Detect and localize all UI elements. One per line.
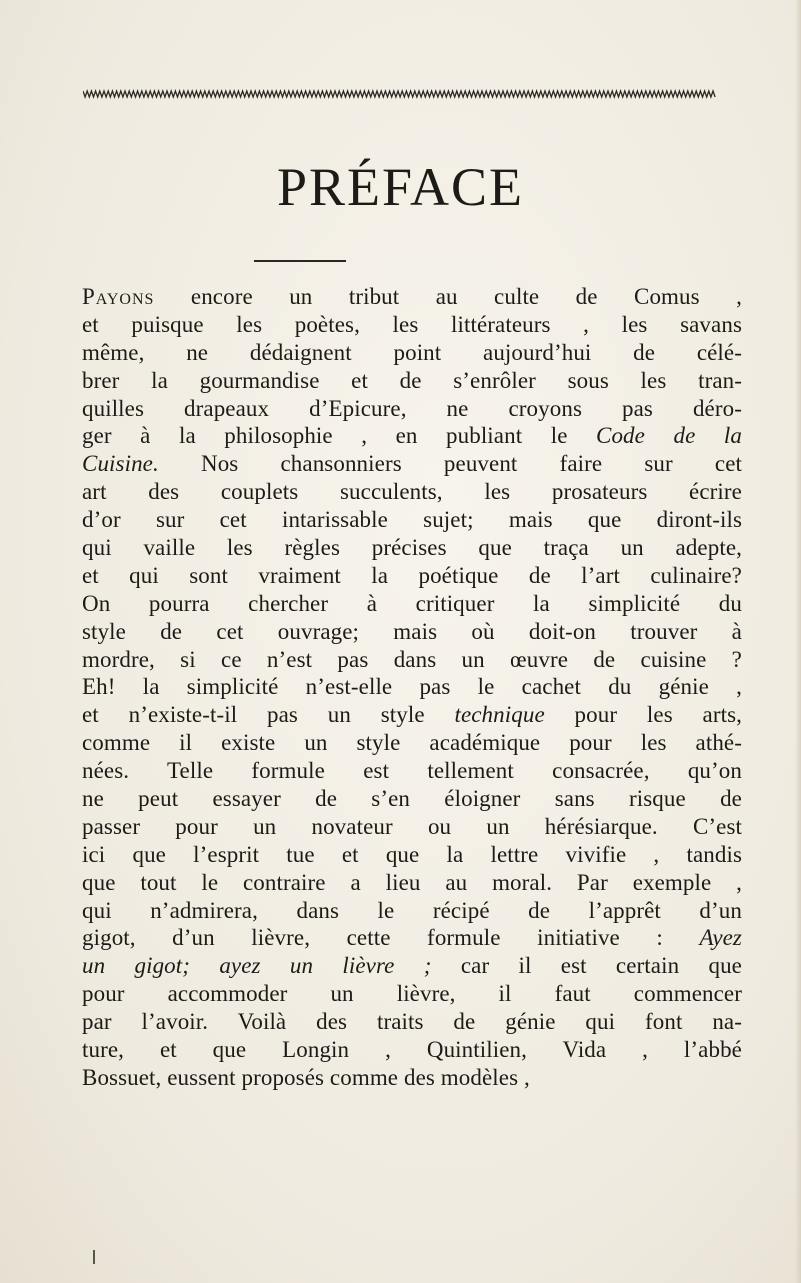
- text-line: [82, 1036, 742, 1064]
- margin-mark: [93, 1250, 95, 1264]
- text-line: [82, 980, 742, 1008]
- preface-paragraph: [82, 283, 742, 1092]
- text-line: [82, 757, 742, 785]
- italic-text: Ayez: [699, 925, 742, 951]
- text-line: [82, 646, 742, 674]
- text-run: qui vaille les règles précises que traça un adepte,: [82, 535, 742, 561]
- text-run: gigot, d’un lièvre, cette formule initiative :: [82, 925, 700, 951]
- text-run: Bossuet, eussent proposés comme des modèles ,: [82, 1064, 530, 1090]
- text-run: d’or sur cet intarissable sujet; mais que diront-ils: [82, 507, 742, 533]
- page-title: PRÉFACE: [276, 157, 525, 217]
- title-divider-rule: [254, 260, 346, 262]
- text-run: ture, et que Longin , Quintilien, Vida , l’abbé: [82, 1037, 742, 1063]
- italic-text: Cuisine.: [82, 451, 159, 477]
- text-run: par l’avoir. Voilà des traits de génie qui font na-: [82, 1009, 742, 1035]
- opening-word: Payons: [82, 284, 155, 309]
- text-line: [82, 450, 742, 478]
- text-run: mordre, si ce n’est pas dans un œuvre de cuisine ?: [82, 646, 742, 672]
- text-run: art des couplets succulents, les prosateurs écrire: [82, 479, 742, 505]
- text-line: [82, 673, 742, 701]
- italic-text: Code de la: [596, 423, 742, 449]
- text-line: [82, 478, 742, 506]
- text-line: [82, 590, 742, 618]
- text-line: [82, 534, 742, 562]
- text-run: ne peut essayer de s’en éloigner sans risque de: [82, 786, 742, 812]
- text-run: car il est certain que: [431, 953, 742, 979]
- text-line: [82, 729, 742, 757]
- text-line: [82, 562, 742, 590]
- text-line: [82, 311, 742, 339]
- text-line: [82, 869, 742, 897]
- italic-text: technique: [454, 702, 545, 728]
- text-line: [82, 367, 742, 395]
- text-run: que tout le contraire a lieu au moral. Par exemple ,: [82, 869, 742, 895]
- text-run: encore un tribut au culte de Comus ,: [154, 284, 742, 309]
- text-run: qui n’admirera, dans le récipé de l’apprêt d’un: [82, 897, 742, 923]
- text-line: [82, 952, 742, 980]
- text-line: [82, 506, 742, 534]
- text-run: même, ne dédaignent point aujourd’hui de célé-: [82, 339, 742, 365]
- text-line: [82, 283, 742, 311]
- text-run: pour les arts,: [544, 702, 743, 728]
- text-run: Eh! la simplicité n’est-elle pas le cachet du génie ,: [82, 674, 742, 700]
- text-line: [82, 897, 742, 925]
- text-run: style de cet ouvrage; mais où doit-on trouver à: [82, 618, 742, 644]
- text-line: [82, 813, 742, 841]
- text-line: [82, 841, 742, 869]
- text-run: nées. Telle formule est tellement consacrée, qu’on: [82, 758, 742, 784]
- text-run: quilles drapeaux d’Epicure, ne croyons pas déro-: [82, 395, 742, 421]
- text-line: [82, 1008, 742, 1036]
- text-line: [82, 785, 742, 813]
- text-run: pour accommoder un lièvre, il faut commencer: [82, 981, 742, 1007]
- text-run: ici que l’esprit tue et que la lettre vivifie , tandis: [82, 841, 742, 867]
- text-run: et qui sont vraiment la poétique de l’art culinaire?: [82, 562, 742, 588]
- text-line: [82, 422, 742, 450]
- text-run: Nos chansonniers peuvent faire sur cet: [158, 451, 742, 477]
- italic-text: un gigot; ayez un lièvre ;: [82, 953, 432, 979]
- ornamental-header-rule: [83, 88, 716, 100]
- text-run: comme il existe un style académique pour les athé-: [82, 730, 742, 756]
- text-run: ger à la philosophie , en publiant le: [82, 423, 597, 449]
- text-line: [82, 1064, 742, 1092]
- text-run: brer la gourmandise et de s’enrôler sous les tran-: [82, 367, 742, 393]
- text-line: [82, 339, 742, 367]
- text-line: [82, 701, 742, 729]
- text-line: [82, 618, 742, 646]
- text-run: passer pour un novateur ou un hérésiarque. C’est: [82, 813, 742, 839]
- text-run: et n’existe-t-il pas un style: [82, 702, 455, 728]
- text-run: On pourra chercher à critiquer la simplicité du: [82, 590, 742, 616]
- text-line: [82, 395, 742, 423]
- text-run: et puisque les poètes, les littérateurs , les savans: [82, 311, 742, 337]
- text-line: [82, 924, 742, 952]
